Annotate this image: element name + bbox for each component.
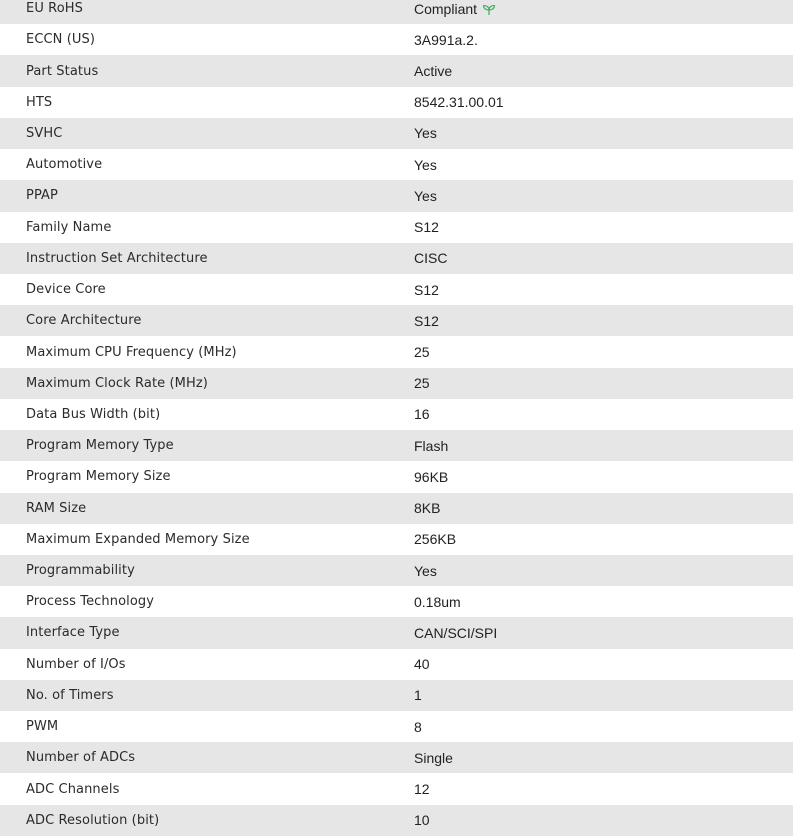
spec-value-text: 10	[414, 812, 430, 829]
spec-value	[388, 438, 793, 454]
spec-row	[0, 305, 793, 336]
spec-label: Maximum Expanded Memory Size	[26, 531, 250, 547]
spec-value-text: S12	[414, 219, 439, 236]
spec-value	[388, 313, 793, 329]
spec-row	[0, 212, 793, 243]
spec-value-text: Active	[414, 63, 453, 80]
spec-value	[388, 157, 793, 173]
spec-label: EU RoHS	[26, 1, 83, 17]
spec-value-text: 96KB	[414, 468, 449, 485]
spec-value	[388, 500, 793, 516]
spec-value-text: CISC	[414, 250, 448, 267]
spec-value-text: 25	[414, 344, 430, 361]
spec-row	[0, 555, 793, 586]
spec-row	[0, 461, 793, 492]
spec-value	[388, 94, 793, 110]
spec-row	[0, 649, 793, 680]
spec-value-text: 8	[414, 718, 422, 735]
spec-label: Family Name	[26, 219, 112, 235]
spec-value	[388, 719, 793, 735]
spec-value-text: 0.18um	[414, 593, 461, 610]
spec-label: Maximum Clock Rate (MHz)	[26, 375, 208, 391]
spec-label: RAM Size	[26, 500, 87, 516]
spec-value-text: Yes	[414, 156, 437, 173]
spec-row	[0, 742, 793, 773]
spec-value-text: 40	[414, 656, 430, 673]
spec-label: Number of ADCs	[26, 750, 136, 766]
spec-row	[0, 805, 793, 836]
spec-row	[0, 711, 793, 742]
spec-label: Programmability	[26, 563, 135, 579]
spec-label: Program Memory Size	[26, 469, 171, 485]
spec-row	[0, 55, 793, 86]
spec-value	[388, 125, 793, 141]
spec-value-text: 12	[414, 781, 430, 798]
spec-label: Device Core	[26, 282, 106, 298]
spec-value-text: Flash	[414, 437, 449, 454]
spec-value	[388, 687, 793, 703]
spec-value-text: 16	[414, 406, 430, 423]
spec-value-text: 1	[414, 687, 422, 704]
leaf-icon	[482, 3, 496, 15]
spec-value	[388, 63, 793, 79]
spec-label: HTS	[26, 94, 53, 110]
spec-value-text: Yes	[414, 562, 437, 579]
spec-label: ADC Resolution (bit)	[26, 812, 160, 828]
spec-value	[388, 406, 793, 422]
spec-row	[0, 773, 793, 804]
spec-value	[388, 32, 793, 48]
spec-value	[388, 344, 793, 360]
spec-row	[0, 149, 793, 180]
spec-label: ECCN (US)	[26, 32, 96, 48]
spec-value-text: 256KB	[414, 531, 457, 548]
spec-row	[0, 118, 793, 149]
spec-label: Automotive	[26, 157, 103, 173]
spec-value-text: Yes	[414, 125, 437, 142]
spec-row	[0, 524, 793, 555]
spec-row	[0, 493, 793, 524]
spec-value	[388, 594, 793, 610]
spec-value-text: Yes	[414, 187, 437, 204]
spec-label: Instruction Set Architecture	[26, 250, 208, 266]
spec-row	[0, 243, 793, 274]
spec-value-text: 3A991a.2.	[414, 31, 478, 48]
spec-label: Core Architecture	[26, 313, 142, 329]
spec-row	[0, 87, 793, 118]
spec-value	[388, 282, 793, 298]
spec-value	[388, 781, 793, 797]
spec-label: PPAP	[26, 188, 58, 204]
spec-value	[388, 188, 793, 204]
spec-value	[388, 1, 793, 17]
spec-row	[0, 336, 793, 367]
spec-row	[0, 617, 793, 648]
spec-value	[388, 656, 793, 672]
spec-value	[388, 219, 793, 235]
spec-label: SVHC	[26, 125, 63, 141]
spec-label: Interface Type	[26, 625, 120, 641]
spec-row	[0, 368, 793, 399]
spec-row	[0, 0, 793, 24]
spec-row	[0, 399, 793, 430]
spec-value-text: 25	[414, 375, 430, 392]
spec-row	[0, 430, 793, 461]
spec-value-text: S12	[414, 312, 439, 329]
spec-value-text: 8KB	[414, 500, 441, 517]
spec-row	[0, 680, 793, 711]
spec-label: Part Status	[26, 63, 99, 79]
spec-value-text: CAN/SCI/SPI	[414, 624, 498, 641]
spec-value	[388, 563, 793, 579]
spec-label: Number of I/Os	[26, 656, 126, 672]
spec-value	[388, 625, 793, 641]
spec-label: Maximum CPU Frequency (MHz)	[26, 344, 237, 360]
spec-label: ADC Channels	[26, 781, 120, 797]
spec-value	[388, 812, 793, 828]
spec-value-text: Compliant	[414, 0, 478, 17]
spec-label: PWM	[26, 719, 59, 735]
spec-value-text: S12	[414, 281, 439, 298]
spec-value	[388, 531, 793, 547]
spec-value	[388, 750, 793, 766]
spec-label: Program Memory Type	[26, 438, 174, 454]
spec-label: Process Technology	[26, 594, 155, 610]
spec-value-text: Single	[414, 749, 453, 766]
spec-row	[0, 274, 793, 305]
spec-label: Data Bus Width (bit)	[26, 406, 161, 422]
spec-row	[0, 180, 793, 211]
spec-row	[0, 586, 793, 617]
spec-value	[388, 375, 793, 391]
spec-row	[0, 24, 793, 55]
spec-value	[388, 250, 793, 266]
spec-label: No. of Timers	[26, 687, 114, 703]
spec-value	[388, 469, 793, 485]
spec-value-text: 8542.31.00.01	[414, 94, 504, 111]
